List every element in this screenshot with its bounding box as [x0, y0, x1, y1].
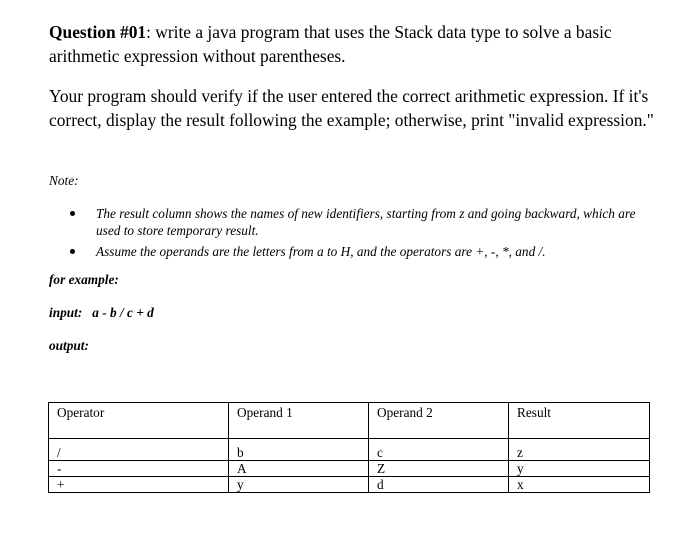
table-cell: /	[49, 439, 229, 461]
table-cell: Z	[369, 461, 509, 477]
table-header-row	[49, 403, 650, 439]
input-label: input:	[49, 305, 83, 320]
table-cell: y	[509, 461, 650, 477]
column-header-operand2: Operand 2	[369, 403, 509, 439]
table-cell: +	[49, 477, 229, 493]
table-cell: y	[229, 477, 369, 493]
input-line	[49, 305, 154, 321]
note-text: Assume the operands are the letters from a to H, and the operators are +, -, *, and /.	[96, 244, 546, 259]
question-heading	[49, 20, 649, 68]
table-cell: x	[509, 477, 650, 493]
column-header-result: Result	[509, 403, 650, 439]
note-bullet	[68, 205, 648, 239]
table-cell: d	[369, 477, 509, 493]
table-cell: -	[49, 461, 229, 477]
note-label: Note:	[49, 173, 79, 188]
question-text: : write a java program that uses the Stack data type to solve a basic arithmetic expression without parentheses.	[49, 22, 612, 66]
table-row	[49, 439, 650, 461]
notes-list	[68, 205, 648, 260]
output-label: output:	[49, 338, 89, 353]
table-cell: c	[369, 439, 509, 461]
table-cell: b	[229, 439, 369, 461]
table-cell: A	[229, 461, 369, 477]
output-table	[48, 402, 650, 493]
question-label: Question #01	[49, 22, 147, 42]
column-header-operator: Operator	[49, 403, 229, 439]
table-row	[49, 461, 650, 477]
input-expression: a - b / c + d	[92, 305, 154, 320]
note-bullet	[68, 243, 648, 260]
column-header-operand1: Operand 1	[229, 403, 369, 439]
bullet-icon	[70, 211, 75, 216]
note-text: The result column shows the names of new identifiers, starting from z and going backward, which are used to store temporary result.	[96, 206, 636, 238]
bullet-icon	[70, 249, 75, 254]
example-label: for example:	[49, 272, 119, 287]
instructions-paragraph: Your program should verify if the user entered the correct arithmetic expression. If it's correct, display the result following the example; otherwise, print "invalid expression."	[49, 86, 654, 130]
table-cell: z	[509, 439, 650, 461]
table-row	[49, 477, 650, 493]
